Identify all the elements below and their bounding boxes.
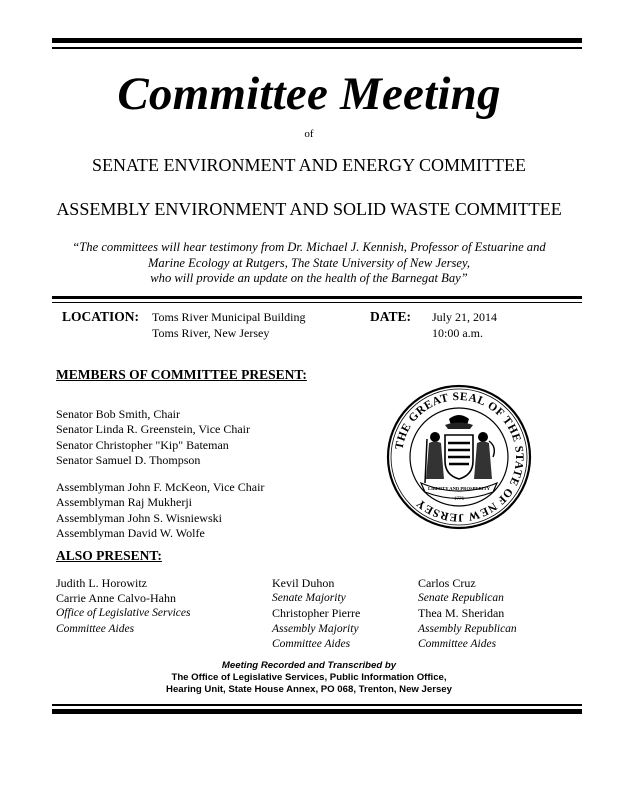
person-role: Committee Aides: [418, 637, 497, 650]
top-rule-thin: [52, 47, 582, 49]
member-name: Senator Bob Smith, Chair: [56, 407, 180, 421]
date-label: DATE:: [370, 309, 412, 324]
person-role: Office of Legislative Services: [56, 607, 191, 620]
person-name: Christopher Pierre: [272, 606, 361, 621]
bottom-rule-thin: [52, 704, 582, 706]
seal-ring-text: THE GREAT SEAL OF THE STATE OF NEW JERSEY: [393, 390, 526, 524]
also-present-col-2: [272, 576, 360, 652]
mid-rule-thick: [52, 296, 582, 299]
member-name: Senator Christopher "Kip" Bateman: [56, 437, 229, 452]
date-value: [432, 310, 497, 341]
subject-line: who will provide an update on the health of the Barnegat Bay”: [150, 271, 468, 285]
person-role: Committee Aides: [56, 622, 135, 635]
document-title: Committee Meeting: [117, 68, 501, 120]
assemblymen-list: [56, 480, 264, 541]
person-role: Senate Republican: [418, 592, 504, 605]
seal-graphic: [385, 383, 533, 531]
location-line: Toms River Municipal Building: [152, 310, 306, 324]
person-name: Thea M. Sheridan: [418, 606, 505, 621]
location-label: LOCATION:: [62, 309, 140, 324]
bottom-rule-thick: [52, 709, 582, 714]
member-name: Senator Linda R. Greenstein, Vice Chair: [56, 422, 251, 437]
of-label: of: [304, 128, 314, 140]
meeting-subject: [20, 240, 598, 287]
member-name: Assemblyman John F. McKeon, Vice Chair: [56, 480, 265, 494]
date-line: 10:00 a.m.: [432, 325, 483, 340]
subject-line: Marine Ecology at Rutgers, The State University of New Jersey,: [147, 255, 471, 270]
person-role: Assembly Majority: [272, 622, 359, 635]
committee-name-senate: SENATE ENVIRONMENT AND ENERGY COMMITTEE: [92, 155, 526, 175]
top-rule-thick: [52, 38, 582, 43]
mid-rule-thin: [52, 302, 582, 303]
member-name: Senator Samuel D. Thompson: [56, 452, 201, 467]
transcription-credit: [0, 660, 618, 696]
person-name: Carlos Cruz: [418, 576, 476, 590]
location-value: [152, 310, 306, 341]
seal-year: 1776: [454, 497, 464, 502]
footer-line: Hearing Unit, State House Annex, PO 068, Trenton, New Jersey: [166, 684, 452, 695]
members-heading: MEMBERS OF COMMITTEE PRESENT:: [56, 367, 307, 382]
committee-name-assembly: ASSEMBLY ENVIRONMENT AND SOLID WASTE COMMITTEE: [56, 199, 562, 219]
subject-line: “The committees will hear testimony from Dr. Michael J. Kennish, Professor of Estuarine and: [72, 240, 546, 254]
seal-ribbon-text: LIBERTY AND PROSPERITY: [428, 486, 490, 491]
person-name: Kevil Duhon: [272, 576, 335, 590]
senators-list: [56, 407, 250, 468]
person-role: Assembly Republican: [418, 622, 517, 635]
also-present-heading: ALSO PRESENT:: [56, 548, 162, 563]
footer-line: Meeting Recorded and Transcribed by: [221, 660, 397, 671]
person-role: Senate Majority: [272, 592, 346, 605]
nj-state-seal: [385, 383, 533, 531]
also-present-col-3: [418, 576, 517, 652]
date-line: July 21, 2014: [432, 310, 498, 324]
location-line: Toms River, New Jersey: [152, 325, 270, 340]
person-name: Judith L. Horowitz: [56, 576, 147, 590]
member-name: Assemblyman John S. Wisniewski: [56, 510, 222, 525]
person-name: Carrie Anne Calvo-Hahn: [56, 591, 176, 606]
person-role: Committee Aides: [272, 637, 351, 650]
footer-line: The Office of Legislative Services, Public Information Office,: [171, 672, 447, 683]
member-name: Assemblyman Raj Mukherji: [56, 495, 192, 510]
also-present-col-1: [56, 576, 190, 637]
member-name: Assemblyman David W. Wolfe: [56, 525, 205, 540]
